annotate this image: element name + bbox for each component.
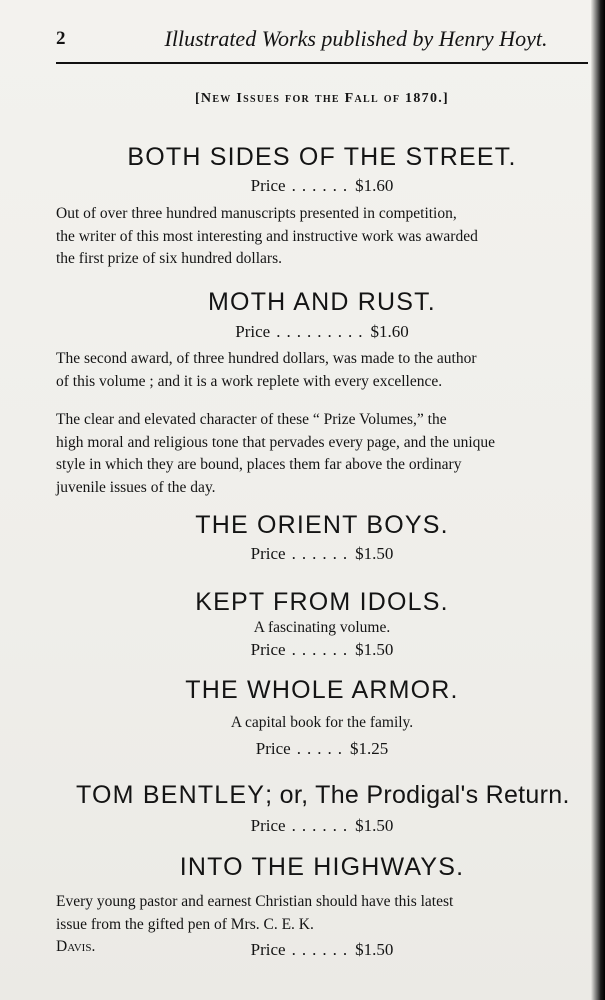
note-line: high moral and religious tone that pervades every page, and the unique — [56, 433, 496, 451]
note-line: style in which they are bound, places them far above the ordinary — [56, 456, 462, 473]
price-value: $1.50 — [355, 544, 394, 563]
dot-leader: ...... — [291, 544, 354, 563]
book-price-line-tom-bentley — [56, 817, 588, 834]
book-price-line-into-the-highways — [56, 941, 588, 958]
running-title: Illustrated Works published by Henry Hoyt. — [164, 26, 548, 51]
price-value: $1.50 — [355, 816, 394, 835]
book-title-tom-bentley — [76, 781, 570, 809]
book-title-into-the-highways: INTO THE HIGHWAYS. — [179, 853, 465, 881]
book-price-line-orient-boys — [56, 545, 588, 562]
page-number: 2 — [56, 28, 66, 49]
author-surname: Davis. — [56, 938, 96, 955]
dot-leader: ...... — [291, 640, 354, 659]
price-value: $1.50 — [355, 940, 394, 959]
header-rule — [56, 62, 588, 64]
book-price-line-both-sides — [56, 177, 588, 194]
description-line: the first prize of six hundred dollars. — [56, 250, 282, 267]
price-label: Price — [255, 739, 291, 758]
book-price-line-whole-armor — [56, 740, 588, 757]
description-line: Out of over three hundred manuscripts presented in competition, — [56, 205, 457, 222]
book-tagline-whole-armor: A capital book for the family. — [230, 714, 414, 731]
book-subtitle: ; or, The Prodigal's Return. — [265, 781, 570, 809]
description-line: The second award, of three hundred dollars, was made to the author — [56, 350, 477, 367]
note-line: The clear and elevated character of these “ Prize Volumes,” the — [56, 411, 447, 428]
description-line: the writer of this most interesting and instructive work was awarded — [56, 227, 478, 245]
dot-leader: ...... — [291, 816, 354, 835]
book-title-orient-boys: THE ORIENT BOYS. — [195, 511, 449, 539]
dot-leader: ...... — [291, 940, 354, 959]
price-label: Price — [250, 544, 286, 563]
description-line: of this volume ; and it is a work replete with every excellence. — [56, 372, 443, 390]
price-label: Price — [250, 816, 286, 835]
running-head — [56, 26, 588, 56]
book-title-main: TOM BENTLEY — [76, 781, 266, 809]
price-label: Price — [250, 176, 286, 195]
description-text: issue from the gifted pen of Mrs. C. E. K. — [56, 915, 314, 933]
dot-leader: ......... — [276, 322, 369, 341]
price-label: Price — [250, 940, 286, 959]
note-line: juvenile issues of the day. — [56, 478, 216, 496]
description-line: Every young pastor and earnest Christian should have this latest — [56, 893, 454, 910]
price-value: $1.60 — [370, 322, 409, 341]
price-value: $1.60 — [355, 176, 394, 195]
price-label: Price — [235, 322, 271, 341]
book-price-line-kept-from-idols — [56, 641, 588, 658]
price-value: $1.25 — [349, 739, 389, 758]
book-price-line-moth-and-rust — [56, 323, 588, 340]
price-value: $1.50 — [355, 640, 394, 659]
book-title-whole-armor: THE WHOLE ARMOR. — [185, 676, 459, 704]
book-title-both-sides: BOTH SIDES OF THE STREET. — [127, 143, 517, 171]
book-title-kept-from-idols: KEPT FROM IDOLS. — [195, 588, 449, 616]
section-label: [New Issues for the Fall of 1870.] — [194, 91, 450, 106]
book-spine-shadow — [591, 0, 605, 1000]
book-description-both-sides — [56, 203, 586, 271]
book-tagline-kept-from-idols: A fascinating volume. — [253, 619, 391, 636]
dot-leader: ...... — [291, 176, 354, 195]
book-title-moth-and-rust: MOTH AND RUST. — [208, 288, 436, 316]
prize-volumes-note — [56, 409, 586, 499]
dot-leader: ..... — [296, 739, 348, 758]
price-label: Price — [250, 640, 286, 659]
book-description-moth-and-rust — [56, 348, 586, 393]
